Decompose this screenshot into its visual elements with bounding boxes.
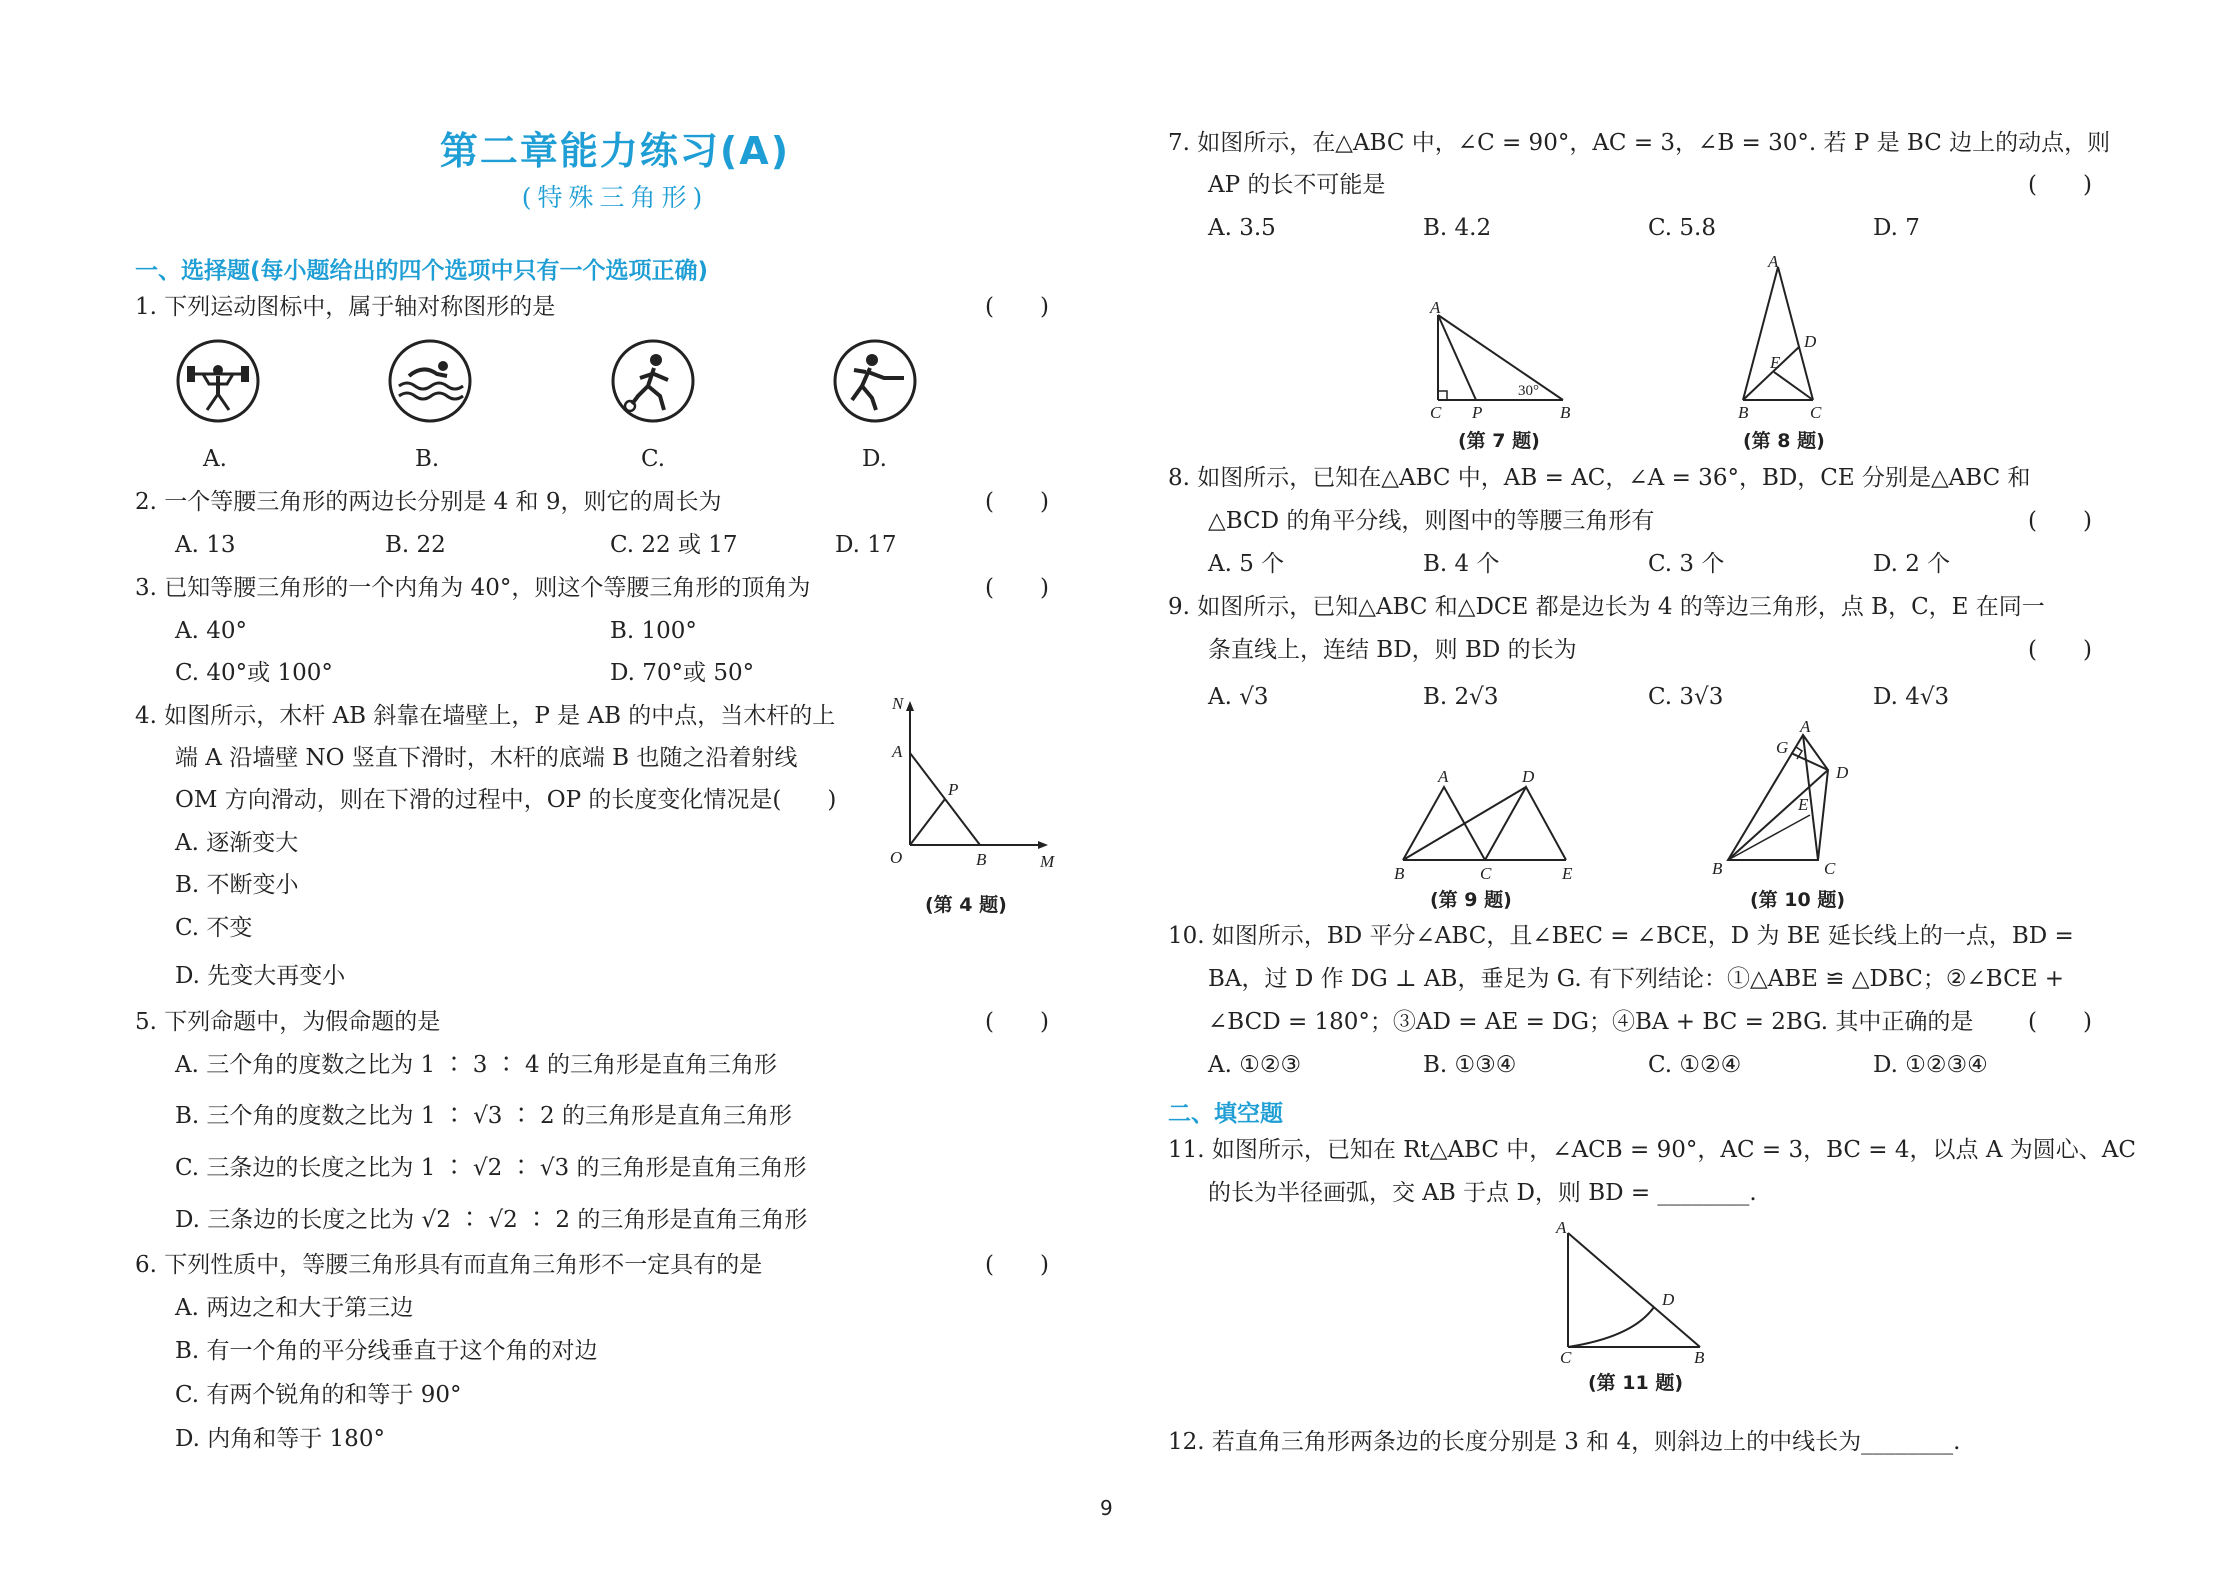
q6-option-b: B. 有一个角的平分线垂直于这个角的对边 — [175, 1338, 598, 1364]
q9-label-d: D — [1522, 767, 1535, 786]
q5-answer-paren: ( ) — [985, 1009, 1049, 1035]
q7-label-b: B — [1560, 403, 1571, 422]
q8-line-2: △BCD 的角平分线，则图中的等腰三角形有 — [1208, 508, 1655, 534]
q8-caption: (第 8 题) — [1743, 430, 1825, 452]
q3-option-c: C. 40°或 100° — [175, 660, 333, 686]
q10-label-e: E — [1798, 795, 1809, 814]
q9-label-c: C — [1480, 864, 1492, 883]
q9-label-e: E — [1562, 864, 1573, 883]
q9-line-1: 9. 如图所示，已知△ABC 和△DCE 都是边长为 4 的等边三角形，点 B，C，E 在同一 — [1168, 594, 2045, 620]
q4-option-c: C. 不变 — [175, 915, 253, 941]
q10-option-b: B. ①③④ — [1423, 1052, 1517, 1078]
q2-stem: 2. 一个等腰三角形的两边长分别是 4 和 9，则它的周长为 — [135, 489, 722, 515]
section-heading-fill: 二、填空题 — [1168, 1101, 1283, 1127]
q5-option-b: B. 三个角的度数之比为 1 ∶ √3 ∶ 2 的三角形是直角三角形 — [175, 1103, 792, 1129]
q11-caption: (第 11 题) — [1588, 1372, 1684, 1394]
q10-label-g: G — [1776, 738, 1789, 757]
q11-figure — [1548, 1215, 1708, 1365]
q3-option-d: D. 70°或 50° — [610, 660, 755, 686]
q8-label-b: B — [1738, 403, 1749, 422]
q4-option-d: D. 先变大再变小 — [175, 963, 346, 989]
q10-option-c: C. ①②④ — [1648, 1052, 1742, 1078]
q4-label-p: P — [948, 780, 959, 799]
q4-figure — [880, 695, 1060, 875]
q1-option-b: B. — [415, 446, 440, 472]
q7-label-c: C — [1430, 403, 1442, 422]
q5-option-c: C. 三条边的长度之比为 1 ∶ √2 ∶ √3 的三角形是直角三角形 — [175, 1155, 807, 1181]
q3-answer-paren: ( ) — [985, 575, 1049, 601]
q1-stem: 1. 下列运动图标中，属于轴对称图形的是 — [135, 294, 556, 320]
q10-line-3: ∠BCD = 180°；③AD = AE = DG；④BA + BC = 2BG. 其中正确的是 — [1208, 1009, 1974, 1035]
q2-option-b: B. 22 — [385, 532, 446, 558]
q8-label-e: E — [1770, 353, 1781, 372]
q6-stem: 6. 下列性质中，等腰三角形具有而直角三角形不一定具有的是 — [135, 1252, 763, 1278]
q10-label-c: C — [1824, 859, 1836, 878]
q10-label-d: D — [1836, 763, 1849, 782]
q3-stem: 3. 已知等腰三角形的一个内角为 40°，则这个等腰三角形的顶角为 — [135, 575, 811, 601]
q4-label-o: O — [890, 848, 903, 867]
q4-label-a: A — [892, 742, 903, 761]
q10-option-d: D. ①②③④ — [1873, 1052, 1988, 1078]
q6-option-d: D. 内角和等于 180° — [175, 1426, 385, 1452]
q10-label-a: A — [1800, 720, 1811, 736]
q9-answer-paren: ( ) — [2028, 637, 2092, 663]
q2-option-a: A. 13 — [175, 532, 236, 558]
right-column — [1168, 0, 2136, 1571]
q11-label-a: A — [1556, 1218, 1567, 1237]
q8-line-1: 8. 如图所示，已知在△ABC 中，AB = AC，∠A = 36°，BD，CE 分别是△ABC 和 — [1168, 465, 2031, 491]
q1-option-c: C. — [641, 446, 666, 472]
q9-caption: (第 9 题) — [1430, 889, 1512, 911]
q4-option-a: A. 逐渐变大 — [175, 830, 299, 856]
q7-option-d: D. 7 — [1873, 215, 1920, 241]
q8-label-c: C — [1810, 403, 1822, 422]
q3-option-a: A. 40° — [175, 618, 247, 644]
q11-line-1: 11. 如图所示，已知在 Rt△ABC 中，∠ACB = 90°，AC = 3，BC = 4，以点 A 为圆心、AC — [1168, 1137, 2136, 1163]
section-heading-choice: 一、选择题(每小题给出的四个选项中只有一个选项正确) — [135, 258, 709, 284]
q10-line-1: 10. 如图所示，BD 平分∠ABC，且∠BEC = ∠BCE，D 为 BE 延长线上的一点，BD = — [1168, 923, 2074, 949]
q8-option-a: A. 5 个 — [1208, 551, 1285, 577]
page-subtitle: (特殊三角形) — [521, 183, 709, 212]
q7-option-b: B. 4.2 — [1423, 215, 1492, 241]
q9-option-b: B. 2√3 — [1423, 684, 1499, 710]
q4-label-m: M — [1040, 852, 1055, 871]
q6-option-a: A. 两边之和大于第三边 — [175, 1295, 414, 1321]
q9-line-2: 条直线上，连结 BD，则 BD 的长为 — [1208, 637, 1577, 663]
q9-option-d: D. 4√3 — [1873, 684, 1950, 710]
q8-option-b: B. 4 个 — [1423, 551, 1500, 577]
q4-caption: (第 4 题) — [925, 894, 1007, 916]
q7-label-p: P — [1472, 403, 1483, 422]
q4-line-2: 端 A 沿墙壁 NO 竖直下滑时，木杆的底端 B 也随之沿着射线 — [175, 745, 798, 771]
q1-option-a: A. — [203, 446, 227, 472]
q11-label-c: C — [1560, 1348, 1572, 1365]
q8-option-d: D. 2 个 — [1873, 551, 1951, 577]
q9-option-a: A. √3 — [1208, 684, 1269, 710]
q7-label-angle: 30° — [1518, 383, 1539, 399]
q8-option-c: C. 3 个 — [1648, 551, 1725, 577]
q9-label-a: A — [1438, 767, 1449, 786]
q8-figure — [1728, 255, 1868, 425]
q7-line-1: 7. 如图所示，在△ABC 中，∠C = 90°，AC = 3，∠B = 30°. 若 P 是 BC 边上的动点，则 — [1168, 130, 2111, 156]
q5-option-d: D. 三条边的长度之比为 √2 ∶ √2 ∶ 2 的三角形是直角三角形 — [175, 1207, 808, 1233]
q10-line-2: BA，过 D 作 DG ⊥ AB，垂足为 G. 有下列结论：①△ABE ≌ △DBC；②∠BCE + — [1208, 966, 2065, 992]
q7-label-a: A — [1430, 298, 1441, 317]
q6-answer-paren: ( ) — [985, 1252, 1049, 1278]
q10-figure — [1708, 720, 1898, 885]
q4-line-1: 4. 如图所示，木杆 AB 斜靠在墙壁上，P 是 AB 的中点，当木杆的上 — [135, 703, 836, 729]
q10-answer-paren: ( ) — [2028, 1009, 2092, 1035]
q2-answer-paren: ( ) — [985, 489, 1049, 515]
q11-line-2: 的长为半径画弧，交 AB 于点 D，则 BD = ________. — [1208, 1180, 1757, 1206]
q5-option-a: A. 三个角的度数之比为 1 ∶ 3 ∶ 4 的三角形是直角三角形 — [175, 1052, 777, 1078]
q7-option-a: A. 3.5 — [1208, 215, 1276, 241]
soccer-icon — [610, 338, 696, 424]
q9-figure — [1388, 765, 1588, 885]
q1-option-d: D. — [862, 446, 887, 472]
swimming-icon — [387, 338, 473, 424]
q9-label-b: B — [1394, 864, 1405, 883]
page-title: 第二章能力练习(A) — [439, 129, 791, 173]
q6-option-c: C. 有两个锐角的和等于 90° — [175, 1382, 462, 1408]
q1-answer-paren: ( ) — [985, 294, 1049, 320]
weightlifting-icon — [175, 338, 261, 424]
q7-option-c: C. 5.8 — [1648, 215, 1716, 241]
fencing-icon — [832, 338, 918, 424]
q12-stem: 12. 若直角三角形两条边的长度分别是 3 和 4，则斜边上的中线长为________. — [1168, 1429, 1961, 1455]
q4-label-n: N — [892, 695, 904, 713]
q8-answer-paren: ( ) — [2028, 508, 2092, 534]
q9-option-c: C. 3√3 — [1648, 684, 1724, 710]
q7-caption: (第 7 题) — [1458, 430, 1540, 452]
q10-caption: (第 10 题) — [1750, 889, 1846, 911]
q11-label-d: D — [1662, 1290, 1675, 1309]
q7-answer-paren: ( ) — [2028, 172, 2092, 198]
q4-line-3: OM 方向滑动，则在下滑的过程中，OP 的长度变化情况是( ) — [175, 787, 837, 813]
q8-label-a: A — [1768, 255, 1779, 271]
q4-label-b: B — [976, 850, 987, 869]
q2-option-d: D. 17 — [835, 532, 897, 558]
page-number: 9 — [1100, 1496, 1113, 1520]
q8-label-d: D — [1804, 332, 1817, 351]
q10-label-b: B — [1712, 859, 1723, 878]
q11-label-b: B — [1694, 1348, 1705, 1365]
left-column — [135, 0, 1095, 1571]
q7-line-2: AP 的长不可能是 — [1208, 172, 1386, 198]
q7-figure — [1418, 295, 1578, 425]
q3-option-b: B. 100° — [610, 618, 697, 644]
q10-option-a: A. ①②③ — [1208, 1052, 1302, 1078]
q4-option-b: B. 不断变小 — [175, 872, 299, 898]
q2-option-c: C. 22 或 17 — [610, 532, 738, 558]
q5-stem: 5. 下列命题中，为假命题的是 — [135, 1009, 441, 1035]
